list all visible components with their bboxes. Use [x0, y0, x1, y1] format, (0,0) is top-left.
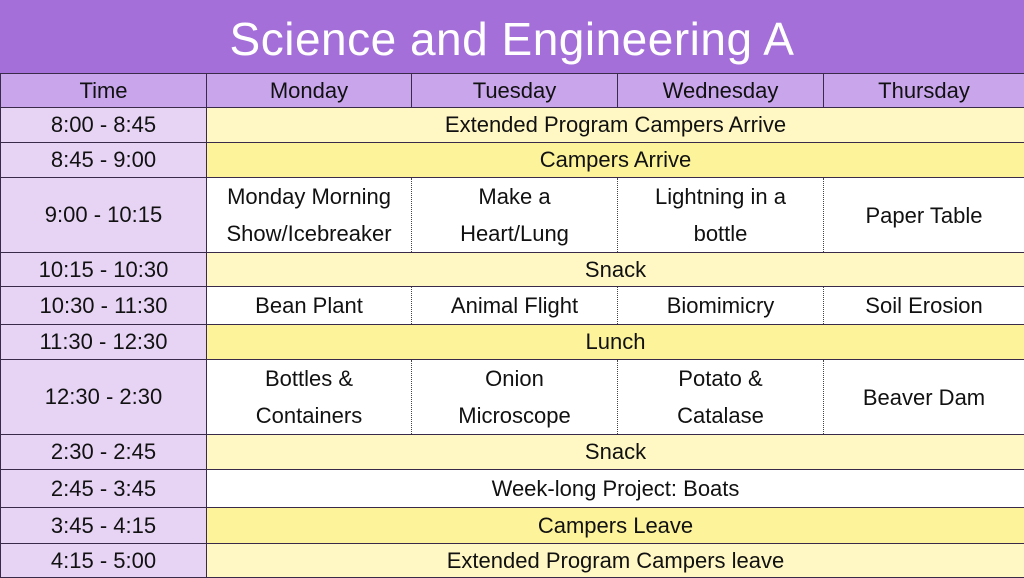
- table-row: [1, 287, 1024, 325]
- activity-cell-wednesday: [618, 178, 824, 253]
- table-row: [1, 253, 1024, 287]
- activity-line: Bottles &: [207, 360, 411, 397]
- activity-line: Microscope: [412, 397, 617, 434]
- activity-cell: Snack: [207, 435, 1024, 470]
- activity-line: Heart/Lung: [412, 215, 617, 252]
- activity-cell: Snack: [207, 253, 1024, 287]
- table-row: [1, 178, 1024, 253]
- table-row: [1, 470, 1024, 508]
- activity-cell-monday: [207, 360, 412, 435]
- table-row: [1, 544, 1024, 578]
- activity-cell-wednesday: Biomimicry: [618, 287, 824, 325]
- activity-cell-tuesday: [412, 178, 618, 253]
- activity-cell: Campers Arrive: [207, 143, 1024, 178]
- activity-cell-monday: Bean Plant: [207, 287, 412, 325]
- activity-line: Make a: [412, 178, 617, 215]
- activity-line: Onion: [412, 360, 617, 397]
- header-row: [1, 74, 1024, 108]
- activity-cell: Extended Program Campers leave: [207, 544, 1024, 578]
- header-wednesday: Wednesday: [618, 74, 824, 108]
- activity-line: Potato &: [618, 360, 823, 397]
- activity-cell-tuesday: [412, 360, 618, 435]
- activity-cell-thursday: Beaver Dam: [824, 360, 1024, 435]
- header-thursday: Thursday: [824, 74, 1024, 108]
- time-cell: 12:30 - 2:30: [1, 360, 207, 435]
- time-cell: 8:45 - 9:00: [1, 143, 207, 178]
- activity-line: Monday Morning: [207, 178, 411, 215]
- table-row: [1, 360, 1024, 435]
- time-cell: 8:00 - 8:45: [1, 108, 207, 143]
- activity-cell: Week-long Project: Boats: [207, 470, 1024, 508]
- activity-line: bottle: [618, 215, 823, 252]
- activity-cell-thursday: Soil Erosion: [824, 287, 1024, 325]
- table-row: [1, 108, 1024, 143]
- activity-cell-wednesday: [618, 360, 824, 435]
- time-cell: 4:15 - 5:00: [1, 544, 207, 578]
- table-row: [1, 325, 1024, 360]
- activity-cell-monday: [207, 178, 412, 253]
- header-time: Time: [1, 74, 207, 108]
- table-row: [1, 508, 1024, 544]
- activity-line: Containers: [207, 397, 411, 434]
- schedule-table: [0, 73, 1024, 578]
- time-cell: 10:30 - 11:30: [1, 287, 207, 325]
- table-row: [1, 435, 1024, 470]
- activity-cell: Extended Program Campers Arrive: [207, 108, 1024, 143]
- activity-line: Lightning in a: [618, 178, 823, 215]
- table-row: [1, 143, 1024, 178]
- activity-cell-tuesday: Animal Flight: [412, 287, 618, 325]
- activity-cell: Lunch: [207, 325, 1024, 360]
- header-monday: Monday: [207, 74, 412, 108]
- time-cell: 11:30 - 12:30: [1, 325, 207, 360]
- time-cell: 10:15 - 10:30: [1, 253, 207, 287]
- time-cell: 3:45 - 4:15: [1, 508, 207, 544]
- activity-cell: Campers Leave: [207, 508, 1024, 544]
- page-title: Science and Engineering A: [0, 0, 1024, 73]
- activity-cell-thursday: Paper Table: [824, 178, 1024, 253]
- time-cell: 2:30 - 2:45: [1, 435, 207, 470]
- activity-line: Catalase: [618, 397, 823, 434]
- activity-line: Show/Icebreaker: [207, 215, 411, 252]
- header-tuesday: Tuesday: [412, 74, 618, 108]
- time-cell: 2:45 - 3:45: [1, 470, 207, 508]
- time-cell: 9:00 - 10:15: [1, 178, 207, 253]
